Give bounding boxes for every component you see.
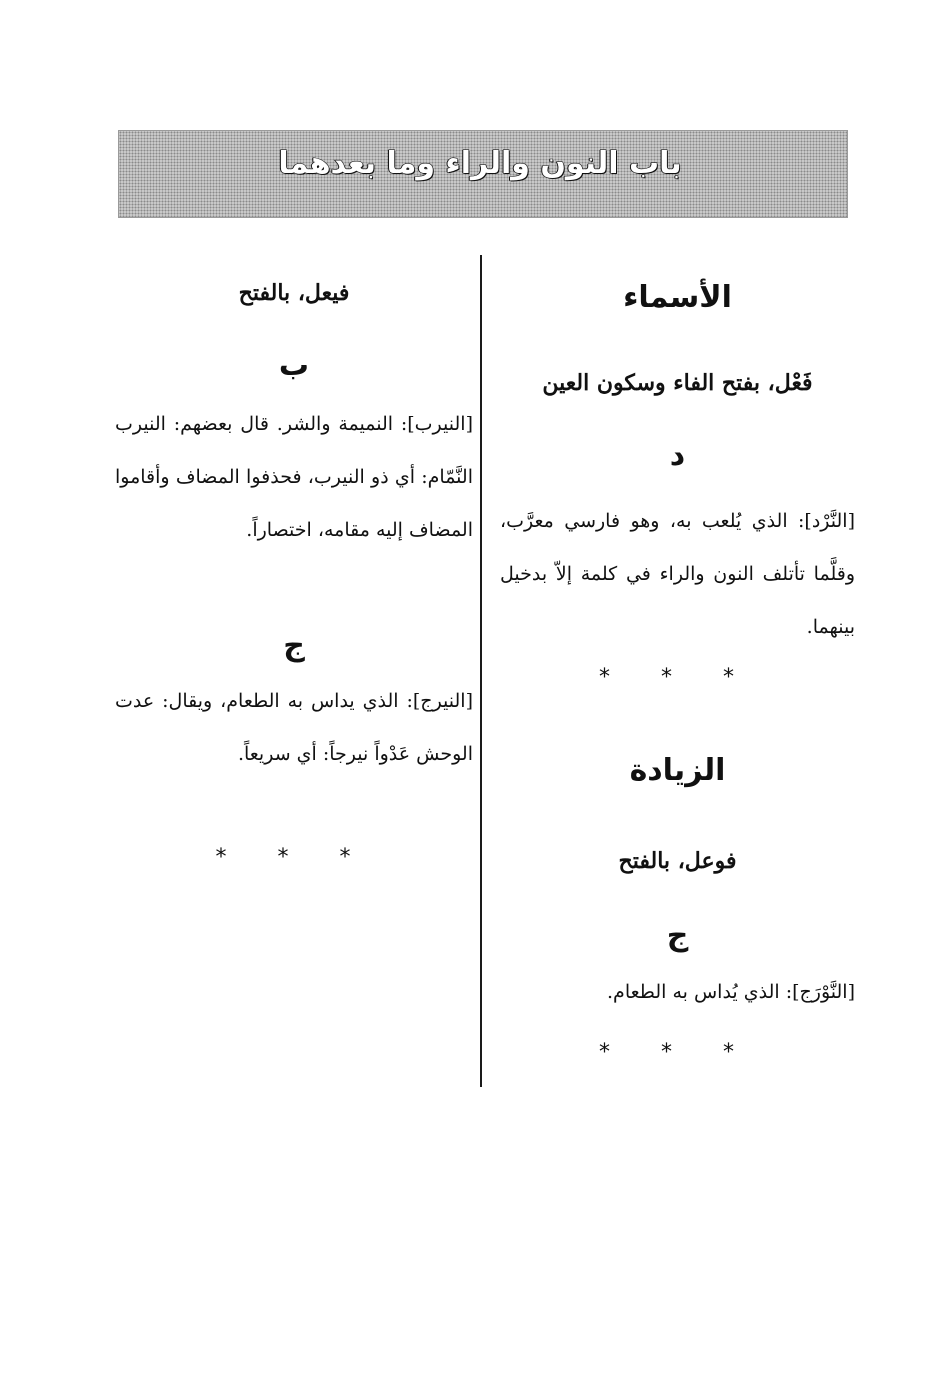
letter-heading-ba: ب [278,348,310,383]
separator-stars: * * * [215,845,373,870]
separator-stars: * * * [599,1040,756,1065]
section-heading-ziyada: الزيادة [629,753,726,788]
column-divider [480,255,482,1087]
pattern-heading-fawal: فوعل، بالفتح [618,848,737,874]
section-heading-names: الأسماء [623,280,732,315]
chapter-title: باب النون والراء وما بعدهما [278,146,682,181]
entry-nayraj: [النيرج]: الذي يداس به الطعام، ويقال: عدت الوحش عَدْواً نيرجاً: أي سريعاً. [115,690,473,765]
letter-heading-dal: د [669,438,686,473]
entry-nawraj: [النَّوْرَج]: الذي يُداس به الطعام. [607,981,855,1003]
pattern-heading-faal: فَعْل، بفتح الفاء وسكون العين [542,370,813,396]
letter-heading-jim: ج [666,918,689,953]
entry-nayrab: [النيرب]: النميمة والشر. قال بعضهم: النيرب النَّمّام: أي ذو النيرب، فحذفوا المضاف وأقاموا المضاف إليه مقامه، اختصاراً. [115,413,473,541]
separator-stars: * * * [599,665,756,690]
entry-nard: [النَّرْد]: الذي يُلعب به، وهو فارسي معرَّب، وقلَّما تأتلف النون والراء في كلمة إلاّ بدخيل بينهما. [500,510,855,638]
pattern-heading-fayal: فيعل، بالفتح [238,280,350,306]
letter-heading-jim: ج [283,628,305,663]
